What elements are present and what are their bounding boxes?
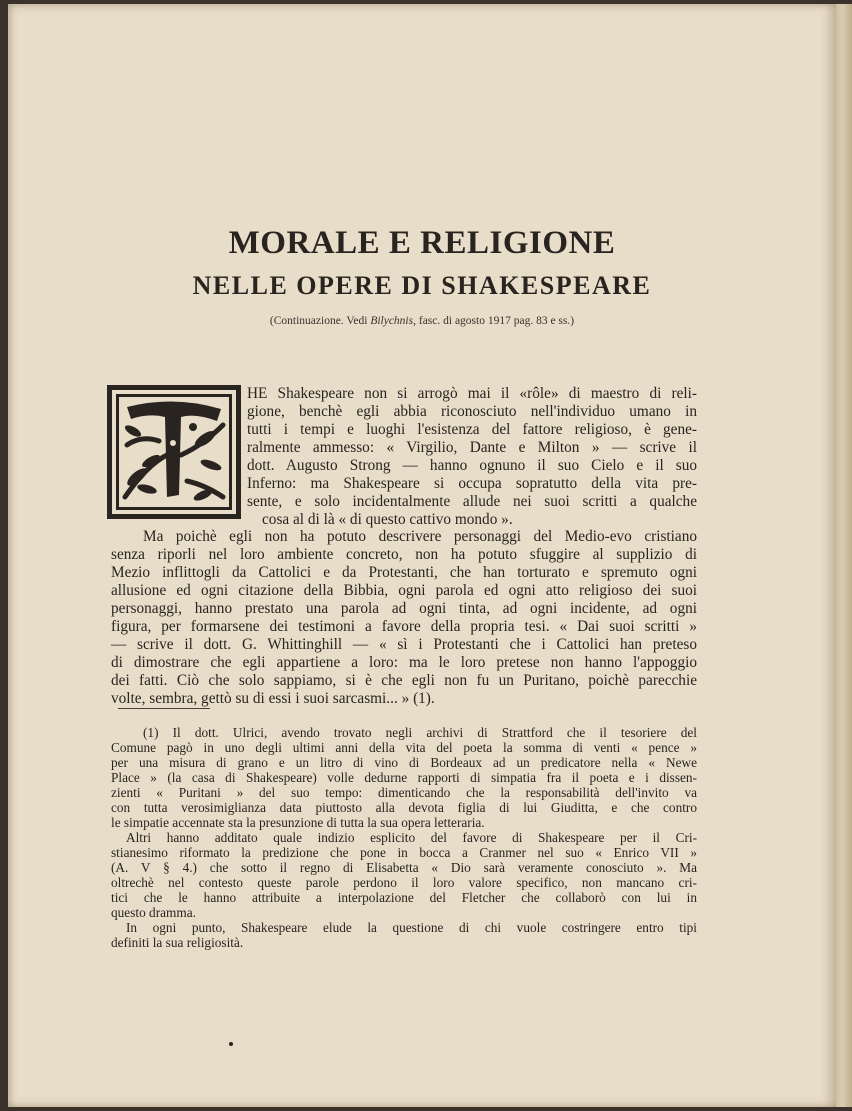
- body-line: allusione ed ogni citazione della Bibbia, ogni parola ed ogni atto religioso dei suoi: [111, 582, 697, 599]
- body-line: — scrive il dott. G. Whittinghill — « sì i Protestanti che i Cattolici han preteso: [111, 636, 697, 653]
- page-edge: [836, 4, 852, 1107]
- article-title: MORALE E RELIGIONE: [228, 225, 616, 261]
- footnote-line: Comune pagò in uno degli ultimi anni della vita del poeta la somma di venti « pence »: [111, 740, 697, 755]
- body-line: cosa al di là « di questo cattivo mondo ».: [262, 511, 513, 528]
- paper-page: [8, 4, 836, 1107]
- body-line: Mezio inflittogli da Cattolici e da Protestanti, che han torturato e spremuto ogni: [111, 564, 697, 581]
- body-line: sente, e solo incidentalmente allude nei suoi scritti a qualche: [247, 493, 697, 510]
- continuation-note: [8, 315, 836, 327]
- body-line: volte, sembra, gettò su di essi i suoi sarcasmi... » (1).: [111, 690, 435, 707]
- footnote-line: zienti « Puritani » del suo tempo: dimenticando che la responsabilità dell'invito va: [111, 785, 697, 800]
- footnote-line: oltrechè nel contesto queste parole perdono il loro valore specifico, non mancano cri-: [111, 875, 697, 890]
- continuation-pre: (Continuazione. Vedi: [269, 315, 371, 327]
- footnote-line: definiti la sua religiosità.: [111, 935, 244, 950]
- body-line: personaggi, hanno prestato una parola ad ogni tinta, ad ogni incidente, ad ogni: [111, 600, 697, 617]
- body-line: di dimostrare che egli appartiene a loro: ma le loro pretese non hanno l'appoggio: [111, 654, 697, 671]
- footnote-line: (1) Il dott. Ulrici, avendo trovato negli archivi di Strattford che il tesoriere del: [143, 725, 697, 740]
- article-subtitle: NELLE OPERE DI SHAKESPEARE: [192, 271, 652, 300]
- footnote-line: In ogni punto, Shakespeare elude la questione di chi vuole costringere entro tipi: [126, 920, 697, 935]
- ornamental-drop-cap-icon: [107, 385, 241, 519]
- body-line: dott. Augusto Strong — hanno ognuno il suo Cielo e il suo: [247, 457, 697, 474]
- footnote-line: Place » (la casa di Shakespeare) volle dedurne rapporti di simpatia fra il poeta e i dissen-: [111, 770, 697, 785]
- continuation-journal: Bilychnis,: [370, 315, 416, 327]
- footnote-line: (A. V § 4.) che sotto il regno di Elisabetta « Dio sarà veramente conosciuto ». Ma: [111, 860, 697, 875]
- ink-speck: [229, 1042, 233, 1046]
- body-line: Inferno: ma Shakespeare si occupa sopratutto della vita pre-: [247, 475, 697, 492]
- footnote-line: stianesimo riformato la predizione che pone in bocca a Cranmer nel suo « Enrico VII »: [111, 845, 697, 860]
- footnote-line: Altri hanno additato quale indizio esplicito del favore di Shakespeare per il Cri-: [126, 830, 697, 845]
- body-line: Ma poichè egli non ha potuto descrivere personaggi del Medio-evo cristiano: [143, 528, 697, 545]
- footnote-line: le simpatie accennate sta la presunzione di tutta la sua opera letteraria.: [111, 815, 485, 830]
- footnote-line: tici che le hanno attribuite a interpolazione del Fletcher che collaborò con lui in: [111, 890, 697, 905]
- body-line: dei fatti. Ciò che solo sappiamo, si è che egli non fu un Puritano, poichè parecchie: [111, 672, 697, 689]
- body-line: gione, benchè egli abbia riconosciuto nell'individuo umano in: [247, 403, 697, 420]
- body-line: tutti i tempi e luoghi l'esistenza del fattore religioso, è gene-: [247, 421, 697, 438]
- footnote-line: questo dramma.: [111, 905, 196, 920]
- body-line: senza riporli nel loro ambiente concreto, non ha potuto sfuggire al supplizio di: [111, 546, 697, 563]
- continuation-post: fasc. di agosto 1917 pag. 83 e ss.): [415, 315, 575, 327]
- body-line: figura, per formarsene dei testimoni a favore della propria tesi. « Dai suoi scritti »: [111, 618, 697, 635]
- footnote-divider: [118, 708, 210, 709]
- footnote-line: con tutta verosimiglianza data piuttosto alla devota figlia di lui Giuditta, e che contro: [111, 800, 697, 815]
- body-line: HE Shakespeare non si arrogò mai il «rôle» di maestro di reli-: [247, 385, 697, 402]
- body-line: ralmente ammesso: « Virgilio, Dante e Milton » — scrive il: [247, 439, 697, 456]
- footnote-line: per una misura di grano e un litro di vino di Bordeaux ad un predicatore nella « Newe: [111, 755, 697, 770]
